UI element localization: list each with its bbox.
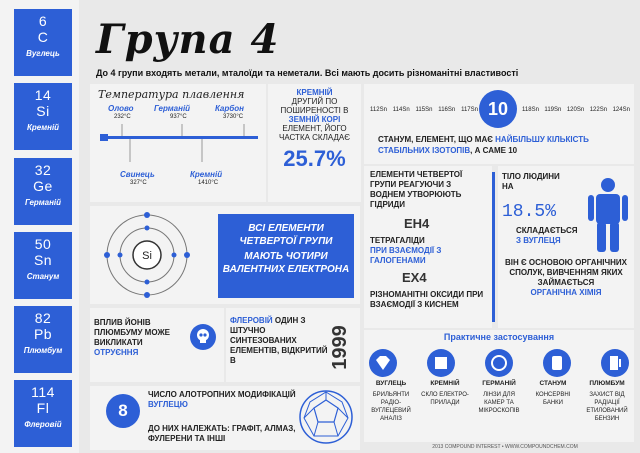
chip-icon <box>426 348 456 378</box>
isotope-label: 115Sn <box>415 107 433 113</box>
electron <box>145 280 150 285</box>
use-item-germanium <box>472 380 526 423</box>
isotope-label: 122Sn <box>589 107 608 113</box>
organic-chemistry-text <box>502 258 630 298</box>
electron <box>104 252 110 258</box>
isotopes-panel <box>364 84 634 164</box>
uses-icons-row <box>368 348 630 378</box>
element-name: Станум <box>26 272 60 281</box>
isotope-label: 124Sn <box>612 107 630 113</box>
uses-items <box>364 380 634 423</box>
oxides-text: РІЗНОМАНІТНІ ОКСИДИ ПРИ ВЗАЄМОДІЇ З КИСНЕМ <box>370 290 484 309</box>
halide-formula: EX4 <box>402 270 427 285</box>
tetrahalide-desc: ПРИ ВЗАЄМОДІЇ З ГАЛОГЕНАМИ <box>370 246 442 265</box>
melting-temp-lead: 327°C <box>130 180 147 186</box>
isotopes-text-b: НАЙБІЛЬШУ КІЛЬКІСТЬ СТАБІЛЬНИХ ІЗОТОПІВ <box>378 135 589 155</box>
atom-symbol: Si <box>142 250 152 262</box>
silicon-abundance-panel <box>268 84 361 202</box>
reactions-divider <box>492 172 495 322</box>
isotope-count-circle: 10 <box>479 90 517 128</box>
allotropes-heading <box>148 390 298 410</box>
element-tile-carbon <box>14 9 72 76</box>
body-consists <box>516 226 596 246</box>
element-name: Кремній <box>26 123 60 132</box>
allotropes-panel <box>90 386 360 450</box>
use-item-carbon <box>364 380 418 423</box>
page-title: Група 4 <box>96 16 280 63</box>
electron <box>144 212 150 218</box>
use-item-desc: ЗАХИСТ ВІД РАДІАЦІЇ ЕТИЛОВАНИЙ БЕНЗИН <box>586 392 628 422</box>
organic-text-b: ОРГАНІЧНА ХІМІЯ <box>530 288 602 297</box>
allotropes-text-b: ВУГЛЕЦЮ <box>148 400 188 409</box>
use-item-tin <box>526 380 580 423</box>
element-name: Плюмбум <box>23 346 63 355</box>
isotope-label: 117Sn <box>461 107 478 113</box>
melting-scale-chart <box>100 122 260 170</box>
use-item-lead <box>580 380 634 423</box>
use-item-desc: СКЛО ЕЛЕКТРО-ПРИЛАДИ <box>421 392 469 406</box>
allotropes-text-a: ЧИСЛО АЛОТРОПНИХ МОДИФІКАЦІЙ <box>148 390 296 399</box>
isotope-label: 118Sn <box>522 107 539 113</box>
element-tile-germanium <box>14 158 72 225</box>
electron <box>172 253 177 258</box>
element-number: 6 <box>38 13 48 29</box>
melting-temp-carbon: 3730°C <box>223 114 244 120</box>
isotope-label: 114Sn <box>392 107 410 113</box>
element-number: 50 <box>34 236 52 252</box>
lead-text-b: ОТРУЄННЯ <box>94 348 139 357</box>
electron <box>118 253 123 258</box>
element-symbol: Pb <box>33 326 53 342</box>
element-number: 82 <box>34 310 52 326</box>
melting-label-carbon: Карбон <box>215 104 244 113</box>
lens-icon <box>484 348 514 378</box>
isotopes-description <box>378 134 628 156</box>
tetrahalide-text <box>370 236 488 266</box>
element-symbol: C <box>37 29 49 45</box>
flerovium-text <box>230 316 334 366</box>
skull-icon <box>190 324 216 350</box>
isotope-list-left <box>370 106 478 114</box>
element-tile-lead <box>14 306 72 373</box>
element-sidebar <box>0 0 79 453</box>
melting-label-lead: Свинець <box>120 170 155 179</box>
body-consists-a: СКЛАДАЄТЬСЯ <box>516 226 578 235</box>
electron <box>184 252 190 258</box>
allotropes-examples: ДО НИХ НАЛЕЖАТЬ: ГРАФІТ, АЛМАЗ, ФУЛЕРЕНИ ТА ІНШІ <box>148 424 296 443</box>
use-item-name: КРЕМНІЙ <box>430 380 460 387</box>
isotope-label: 120Sn <box>566 107 585 113</box>
melting-label-tin: Олово <box>108 104 134 113</box>
silicon-atom-diagram <box>104 212 190 298</box>
use-item-desc: БРИЛЬЯНТИ РАДІО-ВУГЛЕЦЕВИЙ АНАЛІЗ <box>371 392 411 422</box>
melting-temp-germanium: 937°C <box>170 114 187 120</box>
human-body-panel <box>498 166 634 328</box>
valence-panel <box>90 206 360 304</box>
use-item-name: СТАНУМ <box>539 380 567 387</box>
element-symbol: Fl <box>36 400 50 416</box>
silicon-heading: КРЕМНІЙ <box>296 88 333 97</box>
element-tile-flerovium <box>14 380 72 447</box>
melting-scale-bar <box>108 136 258 139</box>
element-symbol: Ge <box>33 178 53 194</box>
silicon-text-2: ЕЛЕМЕНТ, ЙОГО ЧАСТКА СКЛАДАЄ <box>279 124 350 142</box>
use-item-name: ГЕРМАНІЙ <box>482 380 516 387</box>
silicon-text-1: ДРУГИЙ ПО ПОШИРЕНОСТІ В <box>280 97 349 115</box>
practical-uses-panel <box>364 330 634 442</box>
use-item-name: ПЛЮМБУМ <box>589 380 625 387</box>
melting-label-silicon: Кремній <box>190 170 223 179</box>
isotopes-text-a: СТАНУМ, ЕЛЕМЕНТ, ЩО МАЄ <box>378 135 496 144</box>
flerovium-desc: ОДИН З ШТУЧНО СИНТЕЗОВАНИХ ЕЛЕМЕНТІВ, ВІДКРИТИЙ В <box>230 316 328 365</box>
use-item-silicon <box>418 380 472 423</box>
use-item-name: ВУГЛЕЦЬ <box>375 380 407 387</box>
isotope-label: 119Sn <box>544 107 562 113</box>
use-item-desc: КОНСЕРВНІ БАНКИ <box>535 392 571 406</box>
isotope-list-right <box>522 106 630 114</box>
valence-text-1: ВСІ ЕЛЕМЕНТИ ЧЕТВЕРТОЇ ГРУПИ <box>239 223 333 247</box>
silicon-crust-label: ЗЕМНІЙ КОРІ <box>288 115 341 124</box>
hydride-formula: EH4 <box>404 216 430 231</box>
melting-temp-silicon: 1410°C <box>198 180 219 186</box>
melting-temp-tin: 232°C <box>114 114 131 120</box>
melting-title: Температура плавлення <box>98 88 245 101</box>
isotopes-text-c: , А САМЕ 10 <box>470 146 518 155</box>
body-label: ТІЛО ЛЮДИНИ НА <box>502 172 560 191</box>
electron <box>145 226 150 231</box>
valence-highlight-box <box>218 214 354 298</box>
melting-label-germanium: Германій <box>154 104 191 113</box>
isotope-label: 116Sn <box>438 107 456 113</box>
electron <box>144 292 150 298</box>
silicon-percent: 25.7% <box>283 146 346 171</box>
uses-title: Практичне застосування <box>443 332 555 342</box>
element-symbol: Sn <box>33 252 53 268</box>
lead-text <box>94 318 188 358</box>
body-carbon-percent: 18.5% <box>502 202 557 222</box>
fullerene-icon <box>296 388 356 446</box>
element-number: 32 <box>34 162 52 178</box>
page-subtitle: До 4 групи входять метали, мталоїди та неметали. Всі мають досить різноманітні властивості <box>96 68 519 78</box>
element-name: Вуглець <box>26 49 60 58</box>
lead-poisoning-panel <box>90 308 224 382</box>
melting-scale-start <box>100 134 108 141</box>
element-name: Флеровій <box>24 420 62 429</box>
flerovium-name: ФЛЕРОВІЙ <box>230 316 273 325</box>
flerovium-panel <box>226 308 360 382</box>
use-item-desc: ЛІНЗИ ДЛЯ КАМЕР ТА МІКРОСКОПІВ <box>478 392 520 414</box>
footer-credit: 2013 COMPOUND INTEREST • WWW.COMPOUNDCHEM.COM <box>432 444 578 450</box>
allotrope-count-circle: 8 <box>106 394 140 428</box>
human-figure-icon <box>588 178 628 252</box>
isotope-label: 112Sn <box>370 107 387 113</box>
body-consists-b: З ВУГЛЕЦЯ <box>516 236 561 245</box>
element-name: Германій <box>24 198 62 207</box>
diamond-icon <box>368 348 398 378</box>
element-number: 14 <box>34 87 52 103</box>
fuel-pump-icon <box>600 348 630 378</box>
element-number: 114 <box>31 384 55 400</box>
valence-text-2: МАЮТЬ ЧОТИРИ ВАЛЕНТНИХ ЕЛЕКТРОНА <box>222 251 350 275</box>
flerovium-year: 1999 <box>328 325 351 370</box>
reactions-intro: ЕЛЕМЕНТИ ЧЕТВЕРТОЇ ГРУПИ РЕАГУЮЧИ З ВОДНЕМ УТВОРЮЮТЬ ГІДРИДИ <box>370 170 463 209</box>
reactions-panel <box>364 166 492 328</box>
can-icon <box>542 348 572 378</box>
element-symbol: Si <box>36 103 50 119</box>
lead-text-a: ВПЛИВ ЙОНІВ ПЛЮМБУМУ МОЖЕ ВИКЛИКАТИ <box>94 318 171 347</box>
melting-point-panel <box>90 84 266 202</box>
element-tile-tin <box>14 232 72 299</box>
element-tile-silicon <box>14 83 72 150</box>
tetrahalide-heading: ТЕТРАГАЛІДИ <box>370 236 425 245</box>
organic-text-a: ВІН Є ОСНОВОЮ ОРГАНІЧНИХ СПОЛУК, ВИВЧЕННЯМ ЯКИХ ЗАЙМАЄТЬСЯ <box>504 258 628 287</box>
